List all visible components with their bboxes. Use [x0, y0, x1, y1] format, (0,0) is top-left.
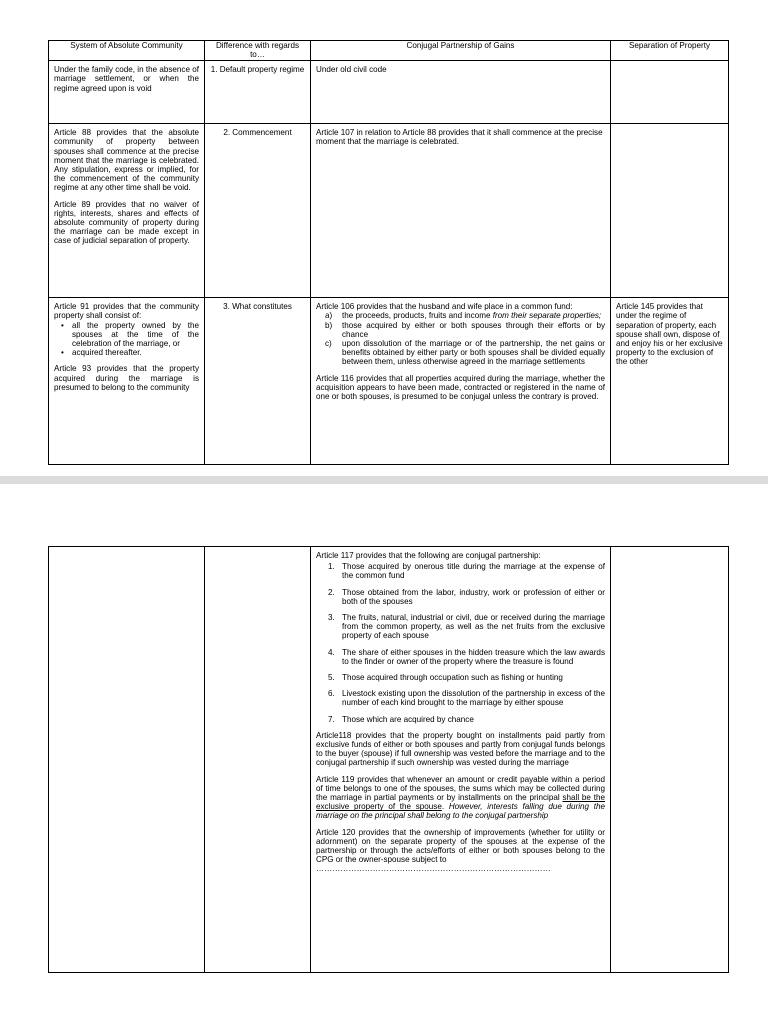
- paragraph-article-119: Article 119 provides that whenever an amount or credit payable within a period of time belongs to one of the spouses, the sums which may be collected during the marriage in partial payments or by installments on the principal shall be the exclusive property of the spouse. However, interests falling due during the marriage on the principal shall belong to the conjugal partnership: [316, 774, 606, 821]
- cell-diff-continued: [205, 547, 311, 973]
- paragraph-article-88: Article 88 provides that the absolute community of property between spouses shall commence at the precise moment that the marriage is celebrated. Any stipulation, express or implied, for the commencement of the community regime at any other time shall be void.: [54, 128, 199, 193]
- paragraph-article-93: Article 93 provides that the property acquired during the marriage is presumed to belong to the community: [54, 364, 199, 392]
- cell-cpg-commencement: Article 107 in relation to Article 88 provides that it shall commence at the precise moment that the marriage is celebrated.: [311, 124, 611, 298]
- paragraph-article-91: Article 91 provides that the community property shall consist of:: [54, 302, 199, 321]
- truncated-text-line: ……………………………………………………………………………: [316, 864, 551, 874]
- cell-cpg-constitutes: [311, 298, 611, 465]
- list-item: 3. The fruits, natural, industrial or civil, due or received during the marriage from the common property, as well as the net fruits from the exclusive property of each spouse: [328, 613, 605, 641]
- paragraph-article-89: Article 89 provides that no waiver of rights, interests, shares and effects of absolute community of property during the marriage can be made except in case of judicial separation of property.: [54, 199, 199, 246]
- document-page-2: [0, 484, 768, 1024]
- document-page-1: [0, 0, 768, 476]
- numbered-list: [316, 562, 605, 724]
- comparison-table-continued: [48, 546, 729, 973]
- list-item: a) the proceeds, products, fruits and income from their separate properties;: [325, 311, 602, 321]
- cell-acp-default: Under the family code, in the absence of marriage settlement, or when the regime agreed upon is void: [49, 61, 205, 124]
- cell-cpg-default: Under old civil code: [311, 61, 611, 124]
- cell-acp-constitutes: [49, 298, 205, 465]
- cell-sop-default: [611, 61, 729, 124]
- list-item: 4. The share of either spouses in the hidden treasure which the law awards to the finder or owner of the property where the treasure is found: [328, 647, 605, 666]
- list-item: 6. Livestock existing upon the dissolution of the partnership in excess of the number of each kind brought to the marriage by either spouse: [328, 689, 605, 708]
- list-item: 2. Those obtained from the labor, industry, work or profession of either or both of the spouses: [328, 587, 605, 606]
- paragraph-article-106: Article 106 provides that the husband and wife place in a common fund:: [316, 302, 573, 312]
- cell-sop-commencement: [611, 124, 729, 298]
- paragraph-article-118: Article118 provides that the property bought on installments paid partly from exclusive funds of either or both spouses and partly from conjugal funds belongs to the buyer (spouse) if full ownership was vested before the marriage and to the conjugal partnership if such ownership was vested during the marriage: [316, 730, 605, 768]
- list-item: • all the property owned by the spouses at the time of the celebration of the marriage, or: [61, 320, 199, 348]
- paragraph-article-120: Article 120 provides that the ownership of improvements (whether for utility or adornment) on the separate property of the spouses at the expense of the partnership or through the acts/efforts of either or both spouses belong to the CPG or the owner-spouse subject to: [316, 827, 605, 865]
- cell-sop-constitutes: Article 145 provides that under the regime of separation of property, each spouse shall own, dispose of and enjoy his or her exclusive property to the exclusion of the other: [611, 298, 729, 465]
- lettered-list: [316, 311, 605, 366]
- bullet-marker: •: [61, 348, 64, 358]
- comparison-table: [48, 40, 729, 465]
- paragraph-article-117: Article 117 provides that the following are conjugal partnership:: [316, 551, 541, 560]
- cell-acp-continued: [49, 547, 205, 973]
- cell-acp-commencement: [49, 124, 205, 298]
- bullet-marker: •: [61, 320, 64, 330]
- table-row-default-regime: [49, 61, 729, 124]
- table-row-continued: [49, 547, 729, 973]
- list-item: • acquired thereafter.: [61, 348, 142, 358]
- cell-diff-default: 1. Default property regime: [205, 61, 311, 124]
- cell-cpg-continued: [311, 547, 611, 973]
- list-item: 5. Those acquired through occupation such as fishing or hunting: [328, 673, 563, 683]
- header-difference: Difference with regards to…: [205, 41, 311, 61]
- header-absolute-community: System of Absolute Community: [49, 41, 205, 61]
- table-header-row: [49, 41, 729, 61]
- table-row-commencement: [49, 124, 729, 298]
- header-separation-property: Separation of Property: [611, 41, 729, 61]
- list-item: 7. Those which are acquired by chance: [328, 714, 474, 724]
- list-item: b) those acquired by either or both spouses through their efforts or by chance: [325, 320, 605, 339]
- bullet-list: [54, 321, 199, 358]
- list-item: c) upon dissolution of the marriage or of the partnership, the net gains or benefits obtained by either party or both spouses shall be divided equally between them, unless otherwise agreed in the marriage settlements: [325, 339, 605, 367]
- table-row-what-constitutes: [49, 298, 729, 465]
- cell-diff-constitutes: 3. What constitutes: [205, 298, 311, 465]
- cell-diff-commencement: 2. Commencement: [205, 124, 311, 298]
- cell-sop-continued: [611, 547, 729, 973]
- paragraph-article-116: Article 116 provides that all properties acquired during the marriage, whether the acquisition appears to have been made, contracted or registered in the name of one or both spouses, is presumed to be conjugal unless the contrary is proved.: [316, 373, 605, 402]
- header-conjugal-partnership: Conjugal Partnership of Gains: [311, 41, 611, 61]
- list-item: 1. Those acquired by onerous title during the marriage at the expense of the common fund: [328, 562, 605, 581]
